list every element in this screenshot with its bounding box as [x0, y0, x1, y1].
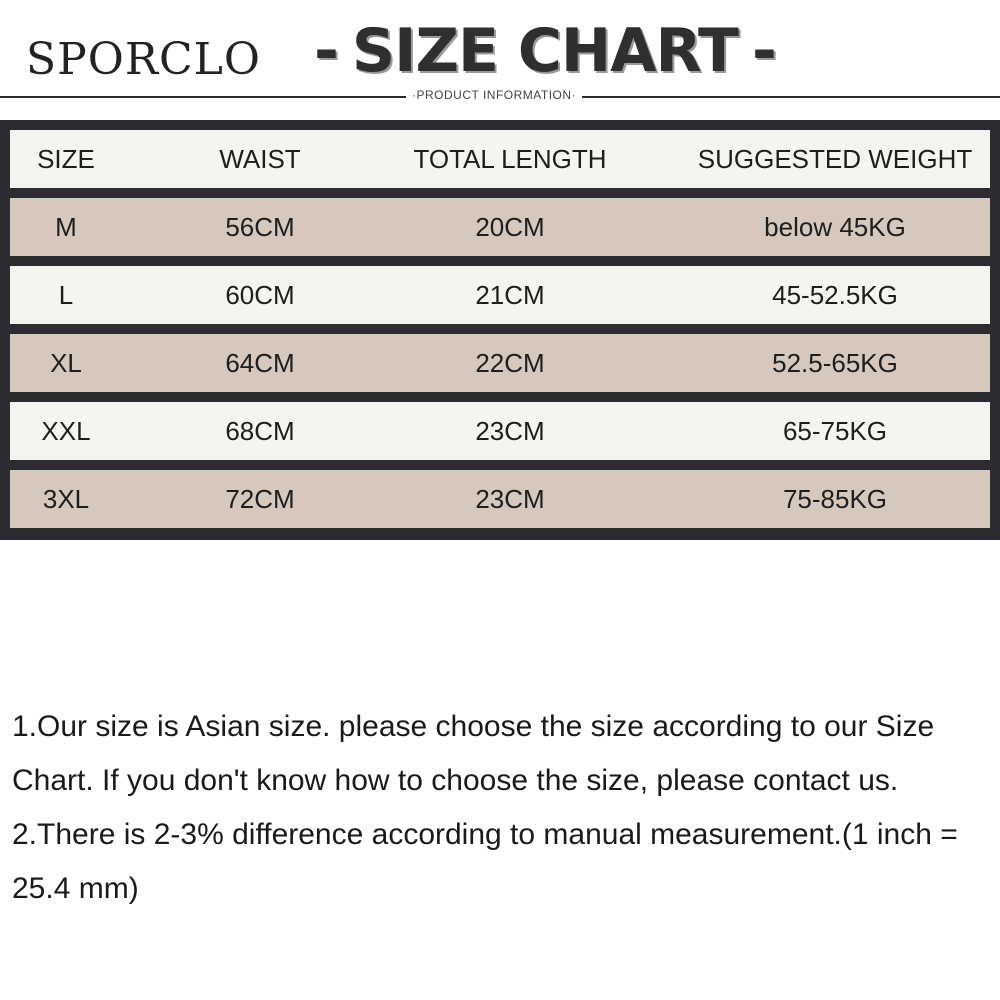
cell-waist: 60CM — [225, 279, 295, 310]
cell-waist: 72CM — [225, 483, 295, 514]
cell-size: 3XL — [42, 483, 90, 514]
cell-waist: 56CM — [225, 211, 295, 242]
table-row — [10, 198, 990, 256]
cell-size: L — [58, 279, 74, 310]
column-header-waist: WAIST — [219, 143, 301, 174]
size-table — [0, 120, 1000, 540]
cell-waist: 64CM — [225, 347, 295, 378]
cell-weight: 45-52.5KG — [772, 279, 898, 310]
cell-length: 23CM — [475, 483, 545, 514]
note-2: 2.There is 2-3% difference according to manual measurement.(1 inch = 25.4 mm) — [12, 818, 958, 905]
cell-length: 22CM — [475, 347, 545, 378]
table-row — [10, 266, 990, 324]
cell-length: 23CM — [475, 415, 545, 446]
subtitle: ·PRODUCT INFORMATION· — [406, 88, 582, 102]
header — [0, 0, 1000, 118]
note-1: 1.Our size is Asian size. please choose the size according to our Size Chart. If you don't know how to choose the size, please contact us. — [12, 710, 935, 797]
column-header-size: SIZE — [37, 143, 95, 174]
cell-size: XL — [50, 347, 82, 378]
brand-logo: SPORCLO — [26, 34, 261, 85]
cell-weight: 65-75KG — [782, 415, 888, 446]
title-dash-right: - — [751, 16, 776, 86]
cell-size: XXL — [41, 415, 91, 446]
cell-waist: 68CM — [225, 415, 295, 446]
table-header-row — [10, 130, 990, 188]
cell-length: 20CM — [475, 211, 545, 242]
title-dash-left: - — [314, 16, 338, 86]
title-text: SIZE CHART — [351, 16, 738, 86]
table-row — [10, 334, 990, 392]
cell-weight: below 45KG — [764, 211, 906, 242]
table-row — [10, 470, 990, 528]
cell-length: 21CM — [475, 279, 545, 310]
cell-weight: 75-85KG — [782, 483, 888, 514]
page-title — [300, 16, 790, 86]
cell-weight: 52.5-65KG — [772, 347, 898, 378]
column-header-weight: SUGGESTED WEIGHT — [697, 143, 973, 174]
column-header-length: TOTAL LENGTH — [413, 143, 607, 174]
table-row — [10, 402, 990, 460]
notes-section — [12, 700, 982, 916]
cell-size: M — [55, 211, 77, 242]
